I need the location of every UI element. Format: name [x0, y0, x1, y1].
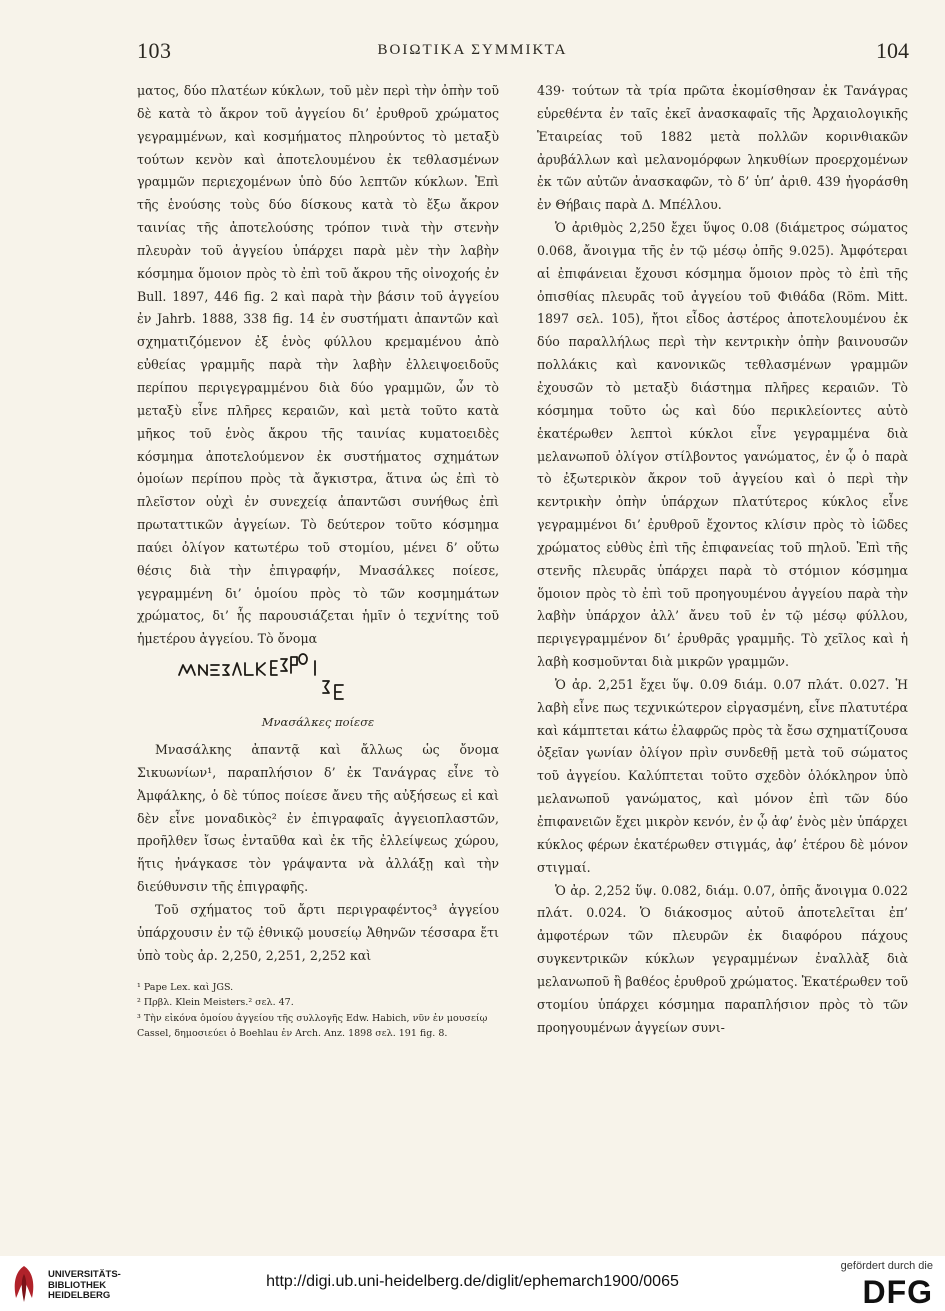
mnasalkes-inscription-icon	[137, 651, 499, 711]
right-paragraph-3: Ὁ ἀρ. 2,251 ἔχει ὕψ. 0.09 διάμ. 0.07 πλάτ. 0.027. Ἡ λαβὴ εἶνε πως τεχνικώτερον εἰργασμένη, εἶνε πλατυτέρα καὶ κάμπτεται κάτω ἐλαφρῶς πρὸς τὰ ἔσω σχηματίζουσα ὀξεῖαν γωνίαν ὀλίγον πρὶν συνδεθῇ μετὰ τοῦ σώματος τοῦ ἀγγείου. Καλύπτεται τοῦτο σχεδὸν ὁλόκληρον ὑπὸ μελανωποῦ γανώματος, καὶ μόνον ἐπὶ τῶν δύο ἐπιφανειῶν ἔχει μικρὸν κενόν, ἐν ᾧ ἀφ’ ἑνὸς μὲν ὑπάρχει κύκλος φέρων ἑκατέρωθεν στιγμάς, ἀφ’ ἑτέρου δὲ μόνον στιγμαί.	[537, 676, 908, 875]
page-number-left: 103	[137, 38, 172, 63]
footnotes	[137, 980, 499, 1042]
library-name: UNIVERSITÄTS- BIBLIOTHEK HEIDELBERG	[48, 1269, 121, 1301]
left-paragraph-1: ματος, δύο πλατέων κύκλων, τοῦ μὲν περὶ τὴν ὀπὴν τοῦ δὲ κατὰ τὸ ἄκρον τοῦ ἀγγείου δι’ ἐρυθροῦ χρώματος γεγραμμένων, καὶ κοσμήματος πληρούντος τὸ μεταξὺ τούτων κενὸν καὶ ἀποτελουμένου ἐκ τεθλασμένων γραμμῶν περιεχομένων ὑπὸ δύο λεπτῶν κύκλων. Ἐπὶ τῆς ἑνούσης τοὺς δύο δίσκους κατὰ τὸ ἔξω ἄκρον ταινίας τῆς ἀποτελούσης τρόπον τινὰ τὴν στενὴν πλευρὰν τοῦ ἀγγείου ὑπάρχει παρὰ μὲν τὴν λαβὴν κόσμημα ὅμοιον πρὸς τὸ ἐπὶ τοῦ ἄκρου τῆς οἰνοχοής ἐν Bull. 1897, 446 fig. 2 καὶ παρὰ τὴν βάσιν τοῦ ἀγγείου ἐν Jahrb. 1888, 338 fig. 14 ἐν συστήματι ἀπαντῶν καὶ σχηματιζόμενον ἐξ ἑνὸς φύλλου κρεμαμένου ἀπὸ εὐθείας γραμμῆς παρὰ τὴν λαβὴν ἐλλειψοειδοῦς περίπου περιγεγραμμένου διὰ δύο γραμμῶν, ὧν τὸ μεταξὺ εἶνε πλῆρες κεραιῶν, καὶ μετὰ τοῦτο κατὰ μῆκος τοῦ ἑνὸς ἄκρου τῆς ταινίας κυματοειδὲς κόσμημα ἀποτελούμενον ἐκ συστήματος σχημάτων ὁμοίων περίπου πρὸς τὰ ἄγκιστρα, ἅτινα ὡς ἐπὶ τὸ πλεῖστον οὐχὶ ἐν συνεχείᾳ ἀπαντῶσι συνήθως ἐπὶ πρωταττικῶν ἀγγείων. Τὸ δεύτερον τοῦτο κόσμημα παύει ὀλίγον κατωτέρω τοῦ στομίου, μένει δ’ οὕτω θέσις διὰ τὴν ἐπιγραφήν, Μνασάλκες ποίεσε, γεγραμμένη δι’ ὁμοίου πρὸς τὸ τῶν κοσμημάτων χρώματος, δι’ ἧς παρουσιάζεται ἡμῖν ὁ τεχνίτης τοῦ ἡμετέρου ἀγγείου. Τὸ ὄνομα	[137, 83, 499, 647]
page-number-right: 104	[876, 38, 909, 63]
left-paragraph-3: Τοῦ σχήματος τοῦ ἄρτι περιγραφέντος³ ἀγγείου ὑπάρχουσιν ἐν τῷ ἐθνικῷ μουσείῳ Ἀθηνῶν τέσσαρα ἔτι ὑπὸ τοὺς ἀρ. 2,250, 2,251, 2,252 καὶ	[137, 902, 499, 963]
right-paragraph-4: Ὁ ἀρ. 2,252 ὕψ. 0.082, διάμ. 0.07, ὀπῆς ἄνοιγμα 0.022 πλάτ. 0.024. Ὁ διάκοσμος αὐτοῦ ἀποτελεῖται ἐπ’ ἀμφοτέρων τῶν πλευρῶν ἐκ διαφόρου πάχους συγκεντρικῶν κύκλων γεγραμμένων ἐναλλὰξ διὰ μελανωποῦ ἢ βαθέος ἐρυθροῦ χρώματος. Ἑκατέρωθεν τοῦ στομίου ὑπάρχει κόσμημα παραπλήσιον πρὸς τὸ τῶν προηγουμένων ἀγγείων συνι-	[537, 882, 908, 1035]
dfg-logo: DFG	[862, 1274, 933, 1310]
footnote-3: ³ Τὴν εἰκόνα ὁμοίου ἀγγείου τῆς συλλογῆς Edw. Habich, νῦν ἐν μουσείῳ Cassel, δημοσιεύει ὁ Boehlau ἐν Arch. Anz. 1898 σελ. 191 fig. 8.	[137, 1012, 488, 1040]
digitization-footer	[0, 1256, 945, 1310]
right-paragraph-2: Ὁ ἀριθμὸς 2,250 ἔχει ὕψος 0.08 (διάμετρος σώματος 0.068, ἄνοιγμα τῆς ἐν τῷ μέσῳ ὀπῆς 9.025). Ἀμφότεραι αἱ ἐπιφάνειαι ἔχουσι κόσμημα ὅμοιον πρὸς τὸ ἐπὶ τῆς ὀπισθίας πλευρᾶς τοῦ ἀγγείου τοῦ Φιθάδα (Röm. Mitt. 1897 σελ. 105), ἤτοι εἶδος ἀστέρος ἀποτελουμένου ἐκ δύο παραλλήλως περὶ τὴν κεντρικὴν ὀπὴν βαινουσῶν πολλάκις καὶ κανονικῶς τεθλασμένων γραμμῶν ἐχουσῶν τὸ μεταξὺ διάστημα πλῆρες κεραιῶν. Τὸ κόσμημα τοῦτο ὡς καὶ δύο περικλείοντες αὐτὸ ἑκατέρωθεν λεπτοὶ κύκλοι εἶνε γεγραμμένα διὰ μελανωποῦ ὀλίγον στίλβοντος γανώματος, ἐν ᾧ ὁ παρὰ τὸ ἐξωτερικὸν ἄκρον τοῦ ἀγγείου καὶ ὁ περὶ τὴν κεντρικὴν ὀπὴν ὑπάρχων πλατύτερος κύκλος εἶνε γεγραμμένοι δι’ ἐρυθροῦ ἔχοντος κλίσιν πρὸς τὸ ἰῶδες χρώματος εὐθὺς ἐπὶ τῆς ἐπιφανείας τοῦ πηλοῦ. Ἐπὶ τῆς στενῆς πλευρᾶς ὑπάρχει παρὰ τὸ στόμιον κόσμημα ὅμοιον πρὸς τὸ ἐπὶ τοῦ προηγουμένου ἀγγείου παρὰ τὴν λαβὴν ὑπάρχον ἀλλ’ ἄνευ τοῦ ἐν τῷ μέσῳ φύλλου, περιγεγραμμένον δι’ ἐρυθρᾶς γραμμῆς. Τὸ χεῖλος καὶ ἡ λαβὴ κοσμοῦνται διὰ μικρῶν γραμμῶν.	[537, 220, 908, 670]
left-column	[137, 80, 499, 1042]
right-paragraph-1: 439· τούτων τὰ τρία πρῶτα ἐκομίσθησαν ἐκ Τανάγρας εὑρεθέντα ἐν ταῖς ἐκεῖ ἀνασκαφαῖς τῆς Ἀρχαιολογικῆς Ἑταιρείας τοῦ 1882 μετὰ πολλῶν κορινθιακῶν ἀρυβάλλων καὶ μελανομόρφων ληκυθίων προερχομένων ἐκ τῶν αὐτῶν ἀνασκαφῶν, τὸ δ’ ὑπ’ ἀριθ. 439 ἠγοράσθη ἐν Θήβαις παρὰ Δ. Μπέλλου.	[537, 83, 908, 213]
inscription-caption: Μνασάλκες ποίεσε	[261, 715, 375, 730]
right-column	[537, 80, 908, 1039]
permalink-url[interactable]: http://digi.ub.uni-heidelberg.de/diglit/ephemarch1900/0065	[266, 1273, 679, 1290]
footnote-1: ¹ Pape Lex. καὶ JGS.	[137, 981, 234, 993]
inscription-drawing	[137, 651, 499, 711]
footnote-2: ² Πρβλ. Klein Meisters.² σελ. 47.	[137, 997, 294, 1009]
running-title: ΒΟΙΩΤΙΚΑ ΣΥΜΜΙΚΤΑ	[377, 42, 568, 58]
page-header	[0, 38, 945, 68]
left-paragraph-2: Μνασάλκης ἀπαντᾷ καὶ ἄλλως ὡς ὄνομα Σικυωνίων¹, παραπλήσιον δ’ ἐκ Τανάγρας εἶνε τὸ Ἀμφάλκης, ὁ δὲ τύπος ποίεσε ἄνευ τῆς αὐξήσεως εἰ καὶ δὲν εἶνε μοναδικὸς² ἐν ἐπιγραφαῖς ἀγγειοπλαστῶν, προῆλθεν ἴσως ἐνταῦθα καὶ ἐκ τῆς ἐλλείψεως χώρου, ἥτις ἠνάγκασε τὸν γράψαντα νὰ ἀλλάξῃ καὶ τὴν διεύθυνσιν τῆς ἐπιγραφῆς.	[137, 742, 499, 895]
funded-by-label: gefördert durch die	[840, 1260, 933, 1272]
